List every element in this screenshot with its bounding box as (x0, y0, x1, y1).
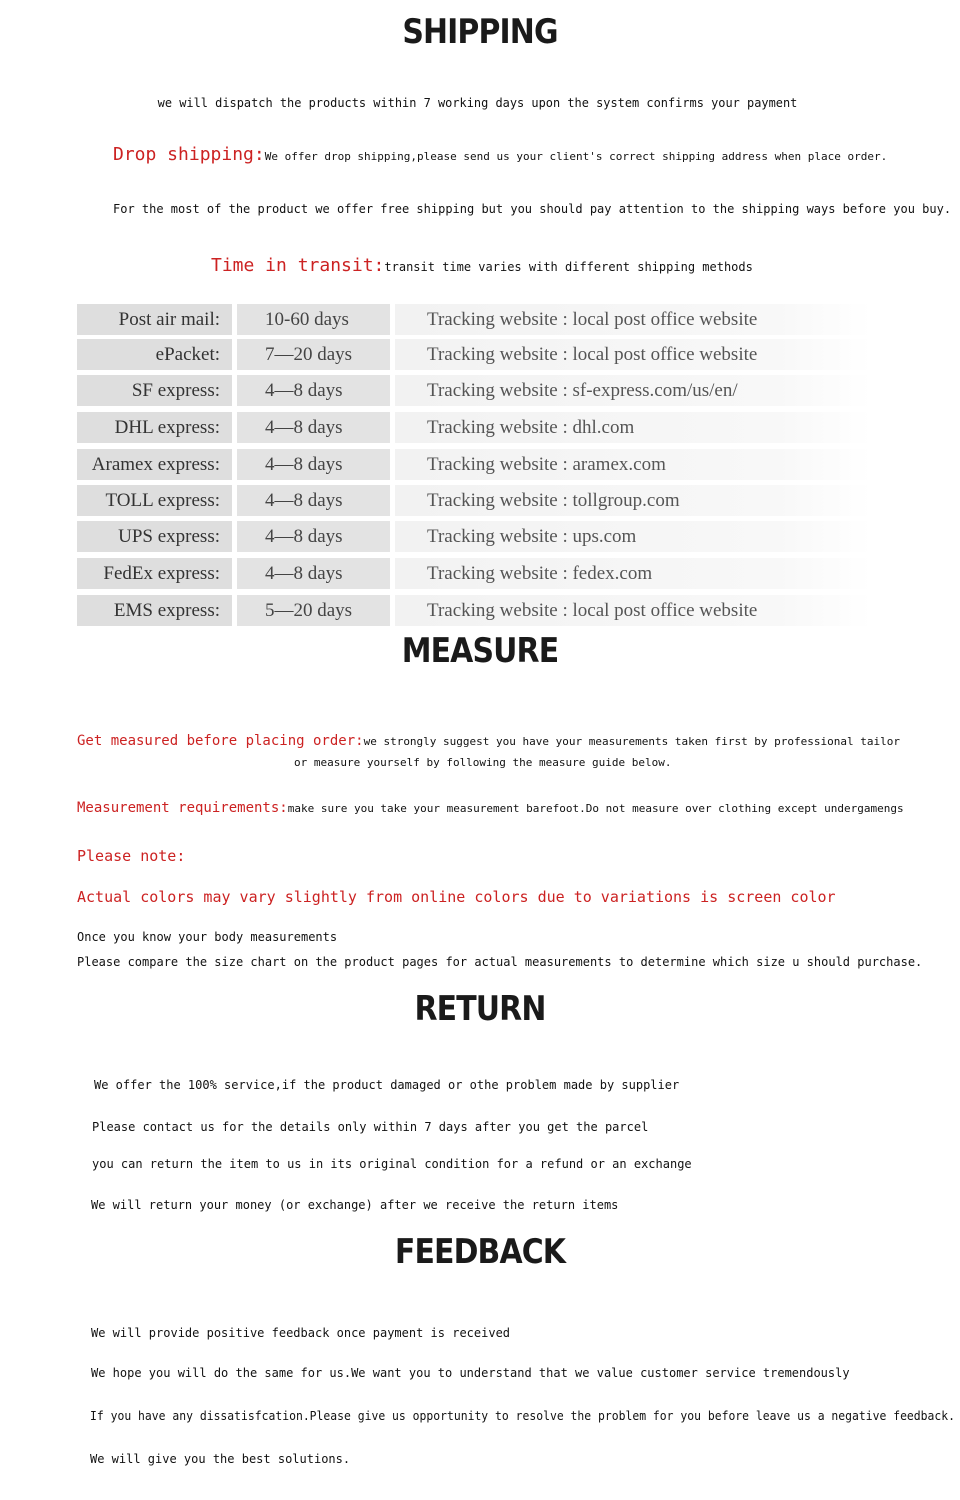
free-shipping-text: For the most of the product we offer free shipping but you should pay attention to the shipping ways before you buy. (113, 202, 952, 216)
table-row (77, 595, 872, 626)
get-measured-text-2: or measure yourself by following the measure guide below. (294, 756, 672, 769)
return-line: We offer the 100% service,if the product damaged or othe problem made by supplier (94, 1078, 680, 1092)
delivery-days: 4—8 days (237, 412, 390, 443)
table-row (77, 339, 872, 370)
shipping-method: DHL express: (77, 412, 232, 443)
table-row (77, 375, 872, 406)
return-line: Please contact us for the details only within 7 days after you get the parcel (92, 1120, 649, 1134)
tracking-website: Tracking website : local post office website (395, 595, 872, 626)
delivery-days: 7—20 days (237, 339, 390, 370)
table-row (77, 412, 872, 443)
delivery-days: 4—8 days (237, 485, 390, 516)
once-know-text: Once you know your body measurements (77, 930, 338, 944)
measurement-requirements-line (77, 797, 904, 816)
shipping-method: FedEx express: (77, 558, 232, 589)
colors-note: Actual colors may vary slightly from online colors due to variations is screen color (77, 888, 836, 906)
delivery-days: 4—8 days (237, 375, 390, 406)
delivery-days: 5—20 days (237, 595, 390, 626)
shipping-method: UPS express: (77, 521, 232, 552)
shipping-method: ePacket: (77, 339, 232, 370)
please-note-label: Please note: (77, 847, 186, 865)
table-row (77, 485, 872, 516)
get-measured-text: we strongly suggest you have your measurements taken first by professional tailor (363, 735, 901, 748)
tracking-website: Tracking website : sf-express.com/us/en/ (395, 375, 872, 406)
get-measured-line (77, 730, 900, 749)
delivery-days: 4—8 days (237, 449, 390, 480)
drop-shipping-label: Drop shipping: (113, 144, 265, 165)
shipping-method: Post air mail: (77, 304, 232, 335)
tracking-website: Tracking website : local post office website (395, 304, 872, 335)
tracking-website: Tracking website : dhl.com (395, 412, 872, 443)
tracking-website: Tracking website : tollgroup.com (395, 485, 872, 516)
table-row (77, 449, 872, 480)
feedback-line: We will provide positive feedback once payment is received (91, 1326, 511, 1340)
transit-line (211, 255, 753, 276)
transit-text: transit time varies with different shipping methods (384, 260, 753, 274)
tracking-website: Tracking website : ups.com (395, 521, 872, 552)
return-line: you can return the item to us in its original condition for a refund or an exchange (92, 1157, 692, 1171)
measure-heading: MEASURE (401, 631, 559, 671)
table-row (77, 521, 872, 552)
measurement-requirements-label: Measurement requirements: (77, 800, 288, 816)
shipping-heading: SHIPPING (402, 12, 558, 52)
dispatch-text: we will dispatch the products within 7 working days upon the system confirms your payment (157, 96, 798, 110)
table-row (77, 304, 872, 335)
get-measured-label: Get measured before placing order: (77, 733, 364, 749)
shipping-method: SF express: (77, 375, 232, 406)
feedback-line: We will give you the best solutions. (90, 1452, 351, 1466)
return-line: We will return your money (or exchange) after we receive the return items (91, 1198, 619, 1212)
feedback-heading: FEEDBACK (394, 1232, 566, 1272)
delivery-days: 4—8 days (237, 521, 390, 552)
tracking-website: Tracking website : local post office website (395, 339, 872, 370)
measurement-requirements-text: make sure you take your measurement barefoot.Do not measure over clothing except undergamengs (287, 802, 904, 815)
transit-label: Time in transit: (211, 255, 385, 276)
drop-shipping-line (113, 144, 887, 165)
shipping-method: TOLL express: (77, 485, 232, 516)
shipping-method: Aramex express: (77, 449, 232, 480)
feedback-line: We hope you will do the same for us.We want you to understand that we value customer service tremendously (91, 1366, 850, 1380)
table-row (77, 558, 872, 589)
delivery-days: 4—8 days (237, 558, 390, 589)
delivery-days: 10-60 days (237, 304, 390, 335)
shipping-method: EMS express: (77, 595, 232, 626)
drop-shipping-text: We offer drop shipping,please send us your client's correct shipping address when place order. (264, 150, 888, 163)
return-heading: RETURN (414, 989, 546, 1029)
tracking-website: Tracking website : aramex.com (395, 449, 872, 480)
compare-size-text: Please compare the size chart on the product pages for actual measurements to determine which size u should purchase. (77, 955, 923, 969)
feedback-line: If you have any dissatisfcation.Please give us opportunity to resolve the problem for you before leave us a negative feedback. (90, 1409, 955, 1423)
tracking-website: Tracking website : fedex.com (395, 558, 872, 589)
